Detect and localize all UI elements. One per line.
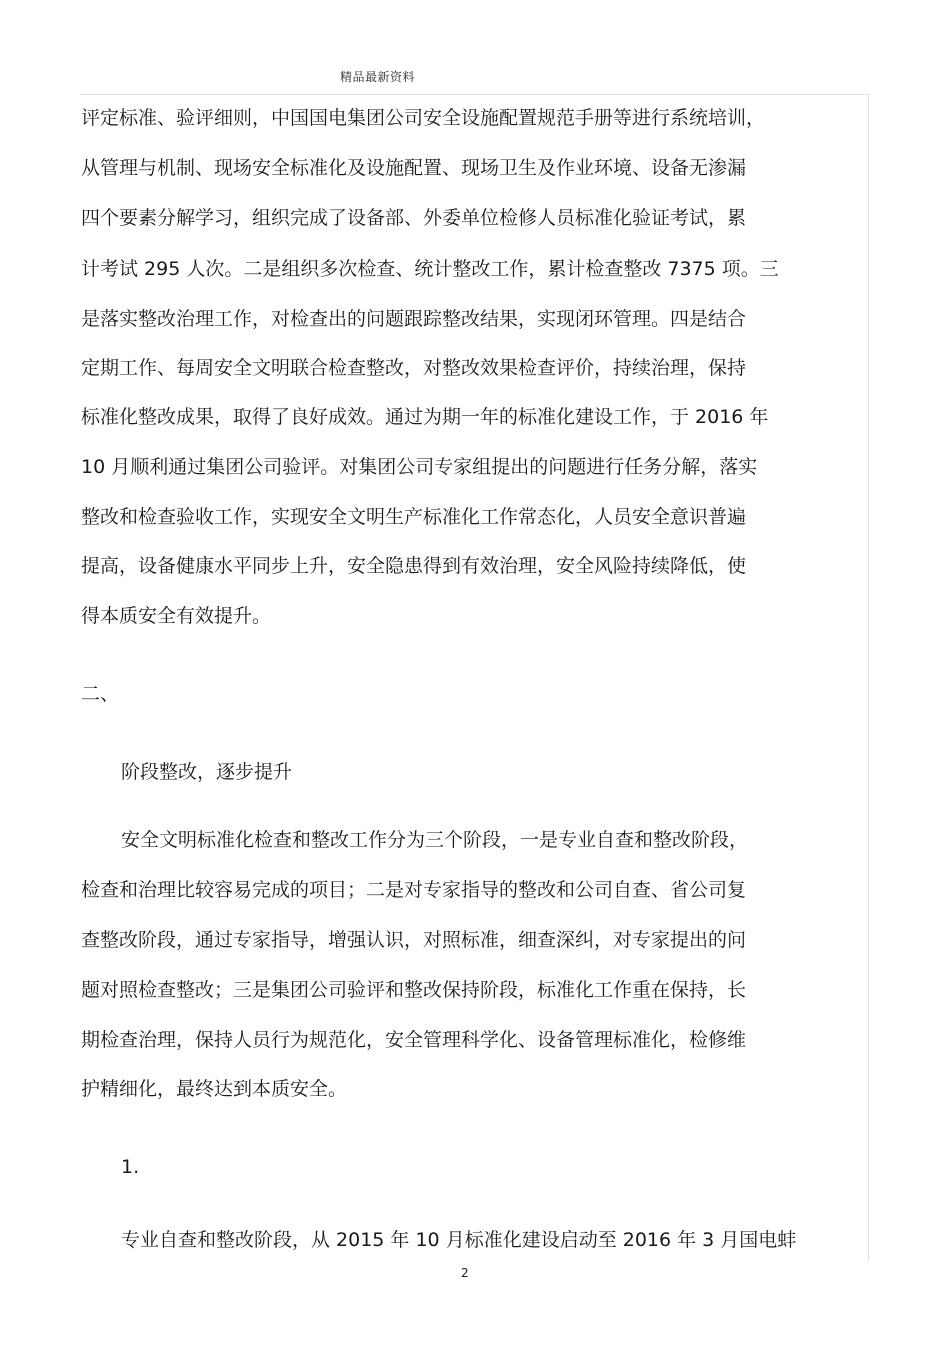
text-line: 查整改阶段，通过专家指导，增强认识，对照标准，细查深纠，对专家提出的问 [81, 929, 747, 951]
text-line: 期检查治理，保持人员行为规范化，安全管理科学化、设备管理标准化，检修维 [81, 1029, 747, 1051]
subsection-number: 1. [121, 1156, 140, 1178]
text-line: 得本质安全有效提升。 [81, 605, 272, 627]
section-heading: 阶段整改，逐步提升 [121, 761, 293, 783]
text-line: 检查和治理比较容易完成的项目；二是对专家指导的整改和公司自查、省公司复 [81, 879, 747, 901]
text-line: 计考试 295 人次。二是组织多次检查、统计整改工作，累计检查整改 7375 项。三 [81, 258, 779, 280]
text-line: 从管理与机制、现场安全标准化及设施配置、现场卫生及作业环境、设备无渗漏 [81, 157, 747, 179]
section-number: 二、 [81, 683, 120, 705]
text-line: 标准化整改成果，取得了良好成效。通过为期一年的标准化建设工作，于 2016 年 [81, 406, 769, 428]
text-line: 提高，设备健康水平同步上升，安全隐患得到有效治理，安全风险持续降低，使 [81, 555, 747, 577]
text-line: 整改和检查验收工作，实现安全文明生产标准化工作常态化，人员安全意识普遍 [81, 506, 747, 528]
header-divider [80, 94, 870, 95]
right-margin-rule [868, 94, 869, 1262]
text-line: 护精细化，最终达到本质安全。 [81, 1078, 348, 1100]
text-line: 是落实整改治理工作，对检查出的问题跟踪整改结果，实现闭环管理。四是结合 [81, 308, 747, 330]
page-header: 精品最新资料 [340, 70, 416, 84]
page-number: 2 [461, 1266, 469, 1280]
text-line: 评定标准、验评细则，中国国电集团公司安全设施配置规范手册等进行系统培训， [81, 107, 766, 129]
text-line: 专业自查和整改阶段，从 2015 年 10 月标准化建设启动至 2016 年 3 月国电蚌 [121, 1229, 797, 1251]
text-line: 题对照检查整改；三是集团公司验评和整改保持阶段，标准化工作重在保持，长 [81, 979, 747, 1001]
text-line: 安全文明标准化检查和整改工作分为三个阶段，一是专业自查和整改阶段， [121, 829, 749, 851]
text-line: 定期工作、每周安全文明联合检查整改，对整改效果检查评价，持续治理，保持 [81, 357, 747, 379]
text-line: 10 月顺利通过集团公司验评。对集团公司专家组提出的问题进行任务分解，落实 [81, 456, 758, 478]
text-line: 四个要素分解学习，组织完成了设备部、外委单位检修人员标准化验证考试，累 [81, 207, 747, 229]
